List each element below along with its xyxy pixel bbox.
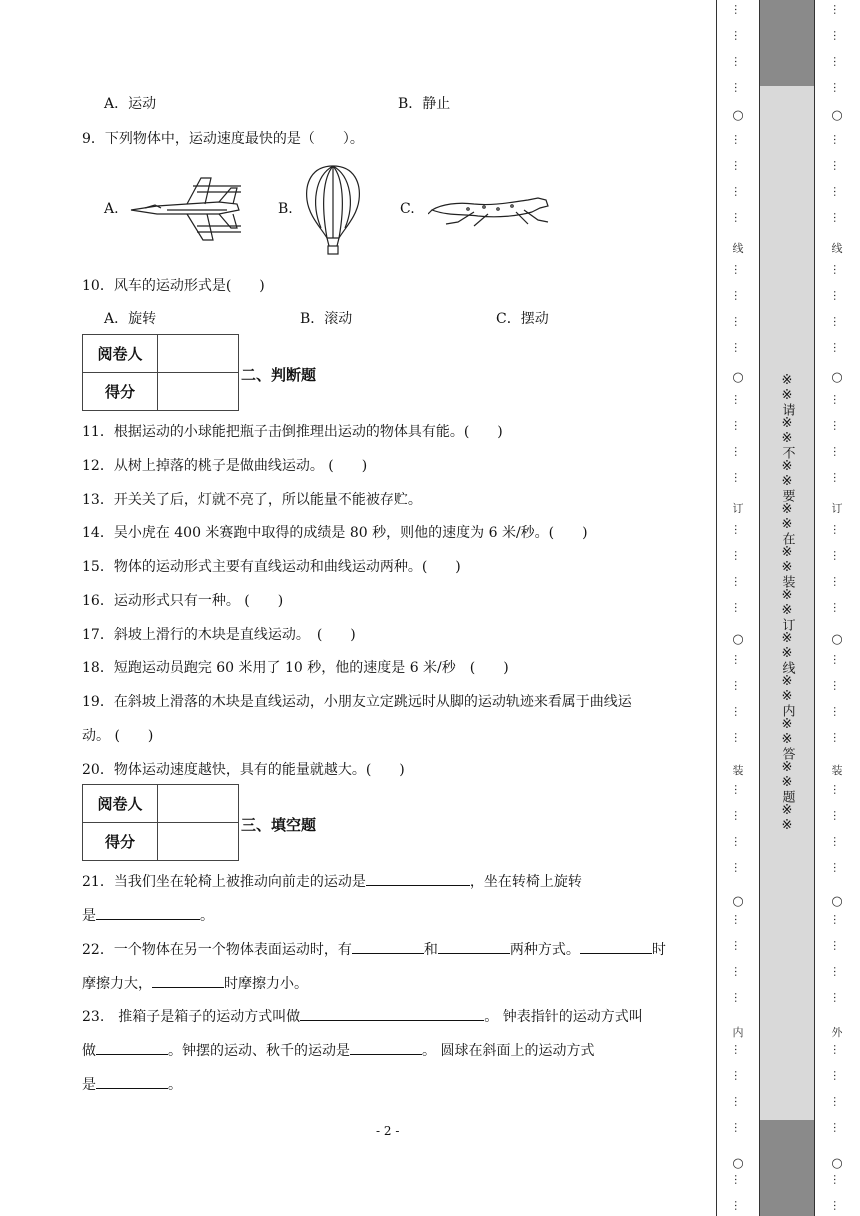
hot-air-balloon-icon (303, 164, 363, 260)
q8-option-a: A．运动 (104, 96, 157, 112)
binding-dots: … (831, 940, 844, 951)
binding-dots: … (831, 680, 844, 691)
question-11: 11．根据运动的小球能把瓶子击倒推理出运动的物体具有能。( ) (82, 424, 503, 440)
question-13: 13．开关关了后，灯就不亮了，所以能量不能被存贮。 (82, 492, 422, 508)
q10-text: 10．风车的运动形式是( ) (82, 278, 265, 294)
binding-char-nei: 内 (732, 1026, 744, 1039)
q23-text-b: 。 钟表指针的运动方式叫 (484, 1009, 643, 1025)
question-23-line2 (82, 1040, 594, 1060)
binding-dots: … (831, 654, 844, 665)
binding-dots: … (732, 212, 745, 223)
binding-line-outer (830, 0, 844, 1216)
binding-border-outer (814, 0, 815, 1216)
reviewer-label: 阅卷人 (83, 335, 158, 373)
answer-blank[interactable] (350, 1040, 422, 1055)
answer-blank[interactable] (300, 1006, 484, 1021)
answer-blank[interactable] (96, 1040, 168, 1055)
binding-dots: … (732, 82, 745, 93)
binding-dots: … (831, 316, 844, 327)
binding-dots: … (732, 160, 745, 171)
q22-text-c: 两种方式。 (509, 942, 580, 958)
binding-dots: … (732, 654, 745, 665)
answer-blank[interactable] (152, 973, 224, 988)
binding-dots: … (831, 1044, 844, 1055)
q10-option-b: B．滚动 (300, 311, 353, 327)
q23-text-e: 。 圆球在斜面上的运动方式 (422, 1043, 595, 1059)
q9-option-c: C. (400, 201, 415, 217)
binding-dots: … (831, 472, 844, 483)
binding-dots: … (732, 576, 745, 587)
answer-blank[interactable] (438, 939, 510, 954)
q23-text-a: 23. 推箱子是箱子的运动方式叫做 (82, 1009, 301, 1025)
binding-circle-icon: ○ (732, 1156, 744, 1171)
reviewer-cell (158, 335, 239, 373)
binding-dots: … (831, 1070, 844, 1081)
answer-blank[interactable] (366, 871, 470, 886)
q21-text-c: 是 (82, 908, 96, 924)
binding-dots: … (831, 56, 844, 67)
binding-dots: … (831, 186, 844, 197)
binding-dots: … (732, 134, 745, 145)
question-17: 17．斜坡上滑行的木块是直线运动。 ( ) (82, 627, 356, 643)
question-14: 14．吴小虎在 400 米赛跑中取得的成绩是 80 秒，则他的速度为 6 米/秒。( ) (82, 525, 588, 541)
binding-dots: … (831, 784, 844, 795)
q21-text-b: ，坐在转椅上旋转 (469, 874, 582, 890)
binding-dots: … (732, 472, 745, 483)
binding-dark-block-bottom (760, 1120, 814, 1216)
binding-dots: … (732, 316, 745, 327)
binding-circle-icon: ○ (732, 108, 744, 123)
score-cell (158, 823, 239, 861)
q9-text: 9．下列物体中，运动速度最快的是（ ）。 (82, 131, 364, 147)
q23-text-c: 做 (82, 1043, 96, 1059)
score-label: 得分 (83, 823, 158, 861)
binding-dots: … (831, 1096, 844, 1107)
binding-char-zhuang: 装 (732, 764, 744, 777)
binding-dots: … (831, 1200, 844, 1211)
binding-char-ding: 订 (831, 502, 843, 515)
question-15: 15．物体的运动形式主要有直线运动和曲线运动两种。( ) (82, 559, 461, 575)
score-table-section2 (82, 334, 239, 411)
q10-option-c: C．摆动 (496, 311, 549, 327)
binding-dots: … (732, 810, 745, 821)
binding-dots: … (732, 992, 745, 1003)
binding-dots: … (732, 1070, 745, 1081)
question-21-line1 (82, 871, 582, 891)
binding-dots: … (831, 706, 844, 717)
q23-text-f: 是 (82, 1077, 96, 1093)
cheetah-icon (428, 192, 552, 232)
answer-blank[interactable] (96, 905, 200, 920)
binding-dots: … (831, 732, 844, 743)
binding-warning-text: ※※请※※不※※要※※在※※装※※订※※线※※内※※答※※题※※ (779, 373, 795, 833)
binding-dots: … (732, 1174, 745, 1185)
binding-dots: … (831, 862, 844, 873)
binding-dots: … (732, 264, 745, 275)
question-18: 18．短跑运动员跑完 60 米用了 10 秒，他的速度是 6 米/秒 ( ) (82, 660, 509, 676)
q9-option-a: A. (104, 201, 119, 217)
reviewer-label: 阅卷人 (83, 785, 158, 823)
score-label: 得分 (83, 373, 158, 411)
binding-border-left (716, 0, 717, 1216)
question-23-line1 (82, 1006, 643, 1026)
binding-char-wai: 外 (831, 1026, 843, 1039)
binding-dots: … (831, 290, 844, 301)
binding-dots: … (831, 342, 844, 353)
binding-dots: … (831, 160, 844, 171)
jet-fighter-icon (127, 174, 243, 248)
binding-dots: … (831, 30, 844, 41)
question-22-line1 (82, 939, 666, 959)
binding-dots: … (732, 602, 745, 613)
binding-dots: … (732, 940, 745, 951)
answer-blank[interactable] (580, 939, 652, 954)
question-22-line2 (82, 973, 308, 993)
q8-option-b: B．静止 (398, 96, 451, 112)
binding-dots: … (732, 30, 745, 41)
binding-dots: … (732, 836, 745, 847)
q23-text-d: 。钟摆的运动、秋千的运动是 (168, 1043, 350, 1059)
binding-dots: … (732, 420, 745, 431)
binding-line-inner (731, 0, 745, 1216)
binding-char-zhuang: 装 (831, 764, 843, 777)
binding-dots: … (732, 524, 745, 535)
binding-dots: … (831, 992, 844, 1003)
section-title-judge: 二、判断题 (241, 366, 317, 384)
score-table-section3 (82, 784, 239, 861)
score-cell (158, 373, 239, 411)
binding-dots: … (732, 394, 745, 405)
binding-char-xian: 线 (732, 242, 744, 255)
binding-circle-icon: ○ (831, 1156, 843, 1171)
q22-text-b: 和 (423, 942, 438, 958)
binding-dots: … (831, 4, 844, 15)
question-19-line1: 19．在斜坡上滑落的木块是直线运动，小朋友立定跳远时从脚的运动轨迹来看属于曲线运 (82, 694, 632, 710)
binding-dots: … (732, 4, 745, 15)
binding-dots: … (831, 134, 844, 145)
binding-dots: … (732, 914, 745, 925)
q21-text-a: 21．当我们坐在轮椅上被推动向前走的运动是 (82, 874, 366, 890)
question-20: 20．物体运动速度越快，具有的能量就越大。( ) (82, 762, 405, 778)
binding-dots: … (831, 394, 844, 405)
q22-text-a: 22．一个物体在另一个物体表面运动时，有 (82, 942, 352, 958)
q22-text-d: 时 (651, 942, 666, 958)
q22-text-f: 时摩擦力小。 (224, 976, 308, 992)
section-title-fill: 三、填空题 (241, 816, 317, 834)
reviewer-cell (158, 785, 239, 823)
q22-text-e: 摩擦力大， (82, 976, 152, 992)
q9-option-b: B. (278, 201, 293, 217)
binding-dots: … (732, 862, 745, 873)
question-12: 12．从树上掉落的桃子是做曲线运动。 ( ) (82, 458, 368, 474)
binding-char-ding: 订 (732, 502, 744, 515)
binding-dots: … (831, 576, 844, 587)
binding-circle-icon: ○ (732, 632, 744, 647)
binding-dots: … (732, 1044, 745, 1055)
binding-dots: … (732, 1200, 745, 1211)
question-21-line2 (82, 905, 214, 925)
binding-dots: … (831, 82, 844, 93)
binding-circle-icon: ○ (732, 370, 744, 385)
binding-dots: … (732, 56, 745, 67)
binding-circle-icon: ○ (831, 108, 843, 123)
binding-dots: … (831, 420, 844, 431)
binding-dots: … (831, 1174, 844, 1185)
question-16: 16．运动形式只有一种。 ( ) (82, 593, 284, 609)
question-23-line3 (82, 1074, 182, 1094)
binding-dots: … (831, 810, 844, 821)
binding-dots: … (831, 212, 844, 223)
binding-dots: … (732, 1122, 745, 1133)
binding-dots: … (732, 446, 745, 457)
q23-text-g: 。 (168, 1077, 182, 1093)
answer-blank[interactable] (352, 939, 424, 954)
answer-blank[interactable] (96, 1074, 168, 1089)
binding-dots: … (831, 914, 844, 925)
binding-dots: … (732, 186, 745, 197)
binding-dots: … (831, 264, 844, 275)
binding-dots: … (831, 550, 844, 561)
binding-char-xian: 线 (831, 242, 843, 255)
binding-circle-icon: ○ (831, 894, 843, 909)
binding-dots: … (831, 446, 844, 457)
binding-circle-icon: ○ (732, 894, 744, 909)
q10-option-a: A．旋转 (104, 311, 157, 327)
binding-dots: … (732, 966, 745, 977)
binding-circle-icon: ○ (831, 370, 843, 385)
binding-dots: … (732, 706, 745, 717)
page-number: - 2 - (376, 1124, 400, 1138)
question-19-line2: 动。 ( ) (82, 728, 154, 744)
binding-dots: … (831, 524, 844, 535)
binding-circle-icon: ○ (831, 632, 843, 647)
binding-dots: … (732, 550, 745, 561)
binding-dark-block-top (760, 0, 814, 86)
binding-dots: … (831, 836, 844, 847)
binding-warning (760, 86, 814, 1120)
binding-dots: … (831, 602, 844, 613)
binding-dots: … (831, 966, 844, 977)
binding-dots: … (831, 1122, 844, 1133)
binding-dots: … (732, 732, 745, 743)
binding-dots: … (732, 1096, 745, 1107)
binding-dots: … (732, 784, 745, 795)
binding-dots: … (732, 680, 745, 691)
binding-dots: … (732, 290, 745, 301)
binding-dots: … (732, 342, 745, 353)
q21-text-d: 。 (200, 908, 214, 924)
